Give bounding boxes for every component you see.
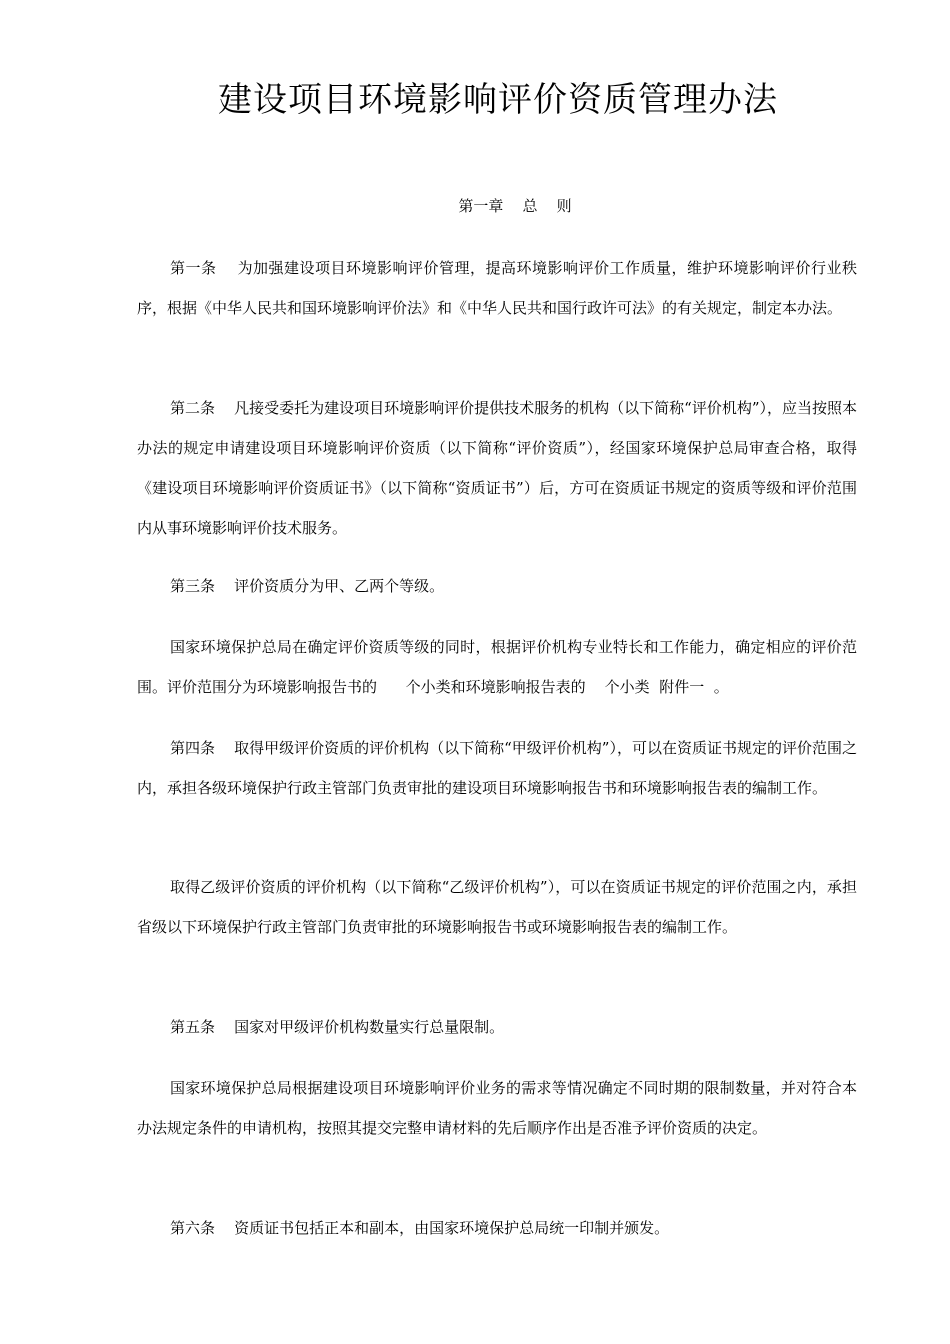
article-1-paragraph [137,248,857,328]
article-number: 第四条 [170,739,235,757]
paragraph-text: 凡接受委托为建设项目环境影响评价提供技术服务的机构（以下简称“评价机构”），应当按照本办法的规定申请建设项目环境影响评价资质（以下简称“评价资质”），经国家环境保护总局审查合格，取得《建设项目环境影响评价资质证书》（以下简称“资质证书”）后，方可在资质证书规定的资质等级和评价范围内从事环境影响评价技术服务。 [137,399,858,537]
article-4-continuation-paragraph [137,867,857,947]
article-4-paragraph [137,728,857,808]
paragraph-text: 国家环境保护总局根据建设项目环境影响评价业务的需求等情况确定不同时期的限制数量，并对符合本办法规定条件的申请机构，按照其提交完整申请材料的先后顺序作出是否准予评价资质的决定。 [137,1079,857,1137]
article-number: 第一条 [170,259,238,277]
paragraph-text: 评价资质分为甲、乙两个等级。 [234,577,445,595]
article-5-continuation-paragraph [137,1068,857,1148]
paragraph-text: 国家对甲级评价机构数量实行总量限制。 [234,1018,505,1036]
article-5-paragraph [137,1007,857,1047]
paragraph-text: 取得甲级评价资质的评价机构（以下简称“甲级评价机构”），可以在资质证书规定的评价范围之内，承担各级环境保护行政主管部门负责审批的建设项目环境影响报告书和环境影响报告表的编制工作。 [137,739,858,797]
paragraph-text: 为加强建设项目环境影响评价管理，提高环境影响评价工作质量，维护环境影响评价行业秩序，根据《中华人民共和国环境影响评价法》和《中华人民共和国行政许可法》的有关规定，制定本办法。 [137,259,857,317]
article-number: 第二条 [170,399,235,417]
article-6-paragraph [137,1208,857,1248]
article-3-paragraph [137,566,857,606]
article-3-continuation-paragraph [137,627,857,707]
article-number: 第六条 [170,1219,235,1237]
paragraph-text: 资质证书包括正本和副本，由国家环境保护总局统一印制并颁发。 [234,1219,670,1237]
paragraph-text: 取得乙级评价资质的评价机构（以下简称“乙级评价机构”），可以在资质证书规定的评价范围之内，承担省级以下环境保护行政主管部门负责审批的环境影响报告书或环境影响报告表的编制工作。 [137,878,857,936]
chapter-heading: 第一章 总 则 [458,197,572,215]
article-2-paragraph [137,388,857,548]
article-number: 第五条 [170,1018,235,1036]
article-number: 第三条 [170,577,235,595]
paragraph-text: 国家环境保护总局在确定评价资质等级的同时，根据评价机构专业特长和工作能力，确定相应的评价范围。评价范围分为环境影响报告书的 个小类和环境影响报告表的 个小类 附件一 。 [137,638,857,696]
document-title: 建设项目环境影响评价资质管理办法 [218,80,778,120]
